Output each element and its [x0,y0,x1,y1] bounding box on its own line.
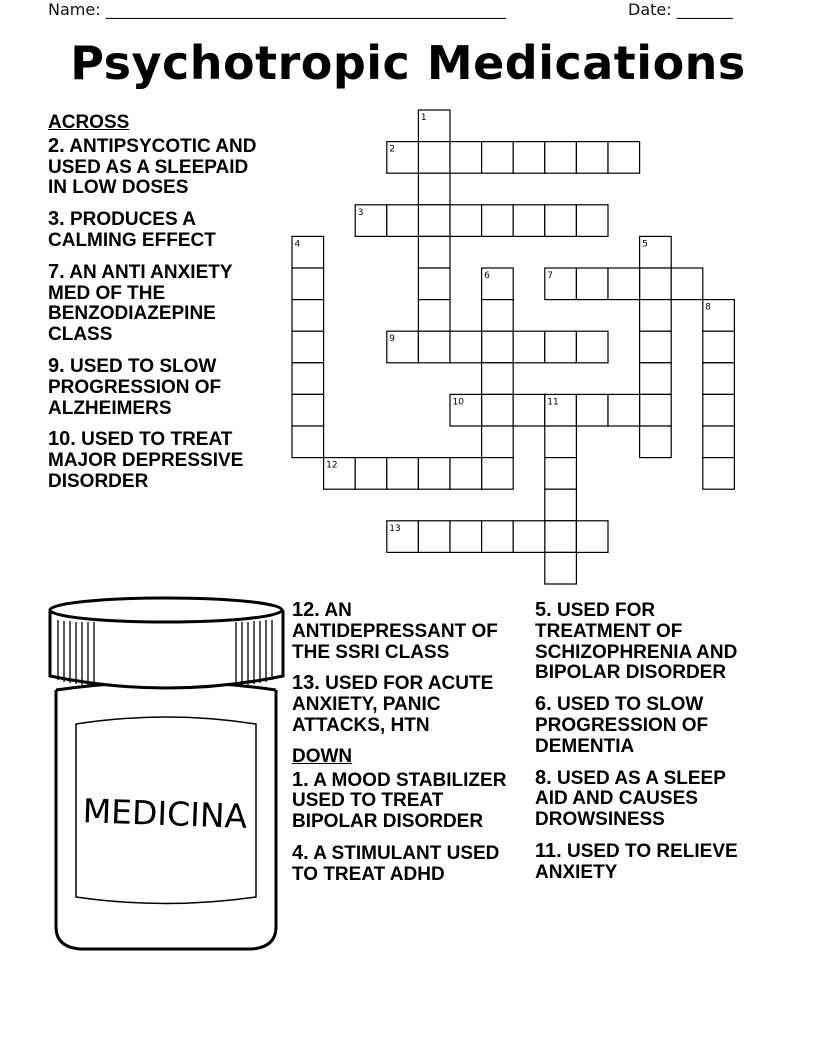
across-clue-9: 9. USED TO SLOW PROGRESSION OF ALZHEIMERS [48,354,222,419]
name-line[interactable]: __________________________________________________ [105,0,506,19]
date-label: Date: [628,0,677,19]
crossword-cell[interactable] [292,331,324,363]
down-clue-11: 11. USED TO RELIEVE ANXIETY [535,839,738,883]
down-clue-8: 8. USED AS A SLEEP AID AND CAUSES DROWSINESS [535,766,726,831]
crossword-cell[interactable] [292,236,324,268]
crossword-cell[interactable] [703,394,735,426]
clue-number-label: 2 [389,144,396,155]
crossword-cell[interactable] [418,268,450,300]
right-clues [535,600,755,894]
across-clue-10: 10. USED TO TREAT MAJOR DEPRESSIVE DISORDER [48,428,244,492]
crossword-cell[interactable] [513,205,545,237]
crossword-cell[interactable] [450,521,482,553]
crossword-cell[interactable] [418,236,450,268]
down-clue-5: 5. USED FOR TREATMENT OF SCHIZOPHRENIA AND BIPOLAR DISORDER [535,599,738,684]
crossword-cell[interactable] [387,205,419,237]
crossword-cell[interactable] [576,205,608,237]
crossword-cell[interactable] [608,268,640,300]
crossword-cell[interactable] [545,521,577,553]
down-clue-6: 6. USED TO SLOW PROGRESSION OF DEMENTIA [535,693,709,757]
crossword-cell[interactable] [576,142,608,174]
date-line[interactable]: _______ [676,0,733,19]
name-label: Name: [48,0,106,19]
crossword-cell[interactable] [576,521,608,553]
crossword-cell[interactable] [387,331,419,363]
crossword-cell[interactable] [450,205,482,237]
crossword-cell[interactable] [482,300,514,332]
crossword-cell[interactable] [418,331,450,363]
crossword-cell[interactable] [576,394,608,426]
crossword-cell[interactable] [418,205,450,237]
crossword-cell[interactable] [703,300,735,332]
clue-number-label: 9 [389,334,396,345]
crossword-cell[interactable] [576,268,608,300]
clue-number-label: 4 [294,239,301,250]
across-clue-2: 2. ANTIPSYCOTIC AND USED AS A SLEEPAID IN LOW DOSES [48,134,257,199]
clue-number-label: 13 [389,523,401,534]
crossword-cell[interactable] [640,331,672,363]
crossword-cell[interactable] [513,394,545,426]
crossword-cell[interactable] [545,458,577,490]
crossword-cell[interactable] [703,458,735,490]
clue-number-label: 3 [357,207,364,218]
crossword-cell[interactable] [545,394,577,426]
crossword-cell[interactable] [545,268,577,300]
crossword-cell[interactable] [482,363,514,395]
crossword-cell[interactable] [545,426,577,458]
across-clue-13: 13. USED FOR ACUTE ANXIETY, PANIC ATTACKS, HTN [292,672,494,736]
clue-number-label: 12 [326,460,338,471]
crossword-cell[interactable] [418,110,450,142]
crossword-cell[interactable] [355,205,387,237]
crossword-cell[interactable] [640,363,672,395]
down-heading: DOWN [292,745,353,767]
clue-number-label: 11 [547,397,559,408]
crossword-cell[interactable] [482,394,514,426]
crossword-cell[interactable] [608,394,640,426]
crossword-cell[interactable] [355,458,387,490]
medicine-bottle-illustration [40,592,295,962]
clue-number-label: 6 [484,271,490,281]
crossword-cell[interactable] [324,458,356,490]
date-field[interactable] [628,0,733,19]
crossword-cell[interactable] [671,268,703,300]
clue-number-label: 1 [420,113,427,123]
crossword-cell[interactable] [482,205,514,237]
across-clue-3: 3. PRODUCES A CALMING EFFECT [48,208,216,251]
crossword-cell[interactable] [640,268,672,300]
crossword-cell[interactable] [450,331,482,363]
crossword-cell[interactable] [292,426,324,458]
clue-number-label: 7 [547,271,554,281]
crossword-cell[interactable] [640,236,672,268]
clue-number-label: 5 [642,239,648,250]
crossword-cell[interactable] [482,458,514,490]
crossword-cell[interactable] [292,300,324,332]
crossword-cell[interactable] [450,458,482,490]
crossword-cell[interactable] [482,331,514,363]
crossword-cell[interactable] [640,394,672,426]
crossword-cell[interactable] [450,394,482,426]
middle-clues [292,600,528,896]
crossword-cell[interactable] [418,173,450,205]
crossword-cell[interactable] [482,521,514,553]
crossword-cell[interactable] [292,363,324,395]
down-clue-1: 1. A MOOD STABILIZER USED TO TREAT BIPOLAR DISORDER [292,768,507,833]
crossword-cell[interactable] [450,142,482,174]
crossword-cell[interactable] [292,268,324,300]
crossword-cell[interactable] [387,142,419,174]
crossword-cell[interactable] [482,268,514,300]
crossword-cell[interactable] [418,458,450,490]
crossword-cell[interactable] [387,521,419,553]
crossword-cell[interactable] [703,426,735,458]
crossword-cell[interactable] [387,458,419,490]
crossword-cell[interactable] [703,331,735,363]
crossword-cell[interactable] [545,142,577,174]
across-clue-7: 7. AN ANTI ANXIETY MED OF THE BENZODIAZEPINE CLASS [48,260,233,346]
crossword-cell[interactable] [640,300,672,332]
crossword-cell[interactable] [703,363,735,395]
down-clue-4: 4. A STIMULANT USED TO TREAT ADHD [292,841,500,885]
crossword-cell[interactable] [576,331,608,363]
crossword-cell[interactable] [418,142,450,174]
crossword-cell[interactable] [545,552,577,584]
bottle-label-text: MEDICINA [82,791,248,836]
crossword-cell[interactable] [418,521,450,553]
crossword-cell[interactable] [608,142,640,174]
crossword-cell[interactable] [545,489,577,521]
clue-number-label: 8 [705,302,712,313]
across-heading: ACROSS [48,112,130,133]
page-title: Psychotropic Medications [70,36,746,90]
crossword-cell[interactable] [545,205,577,237]
crossword-cell[interactable] [513,142,545,174]
crossword-cell[interactable] [640,426,672,458]
crossword-cell[interactable] [545,331,577,363]
name-field[interactable] [48,0,506,19]
clue-number-label: 10 [452,397,464,408]
crossword-cell[interactable] [292,394,324,426]
across-clues [48,113,263,503]
across-clue-12: 12. AN ANTIDEPRESSANT OF THE SSRI CLASS [292,599,498,663]
crossword-cell[interactable] [513,521,545,553]
crossword-cell[interactable] [482,426,514,458]
crossword-cell[interactable] [482,142,514,174]
crossword-cell[interactable] [418,300,450,332]
crossword-cell[interactable] [513,331,545,363]
